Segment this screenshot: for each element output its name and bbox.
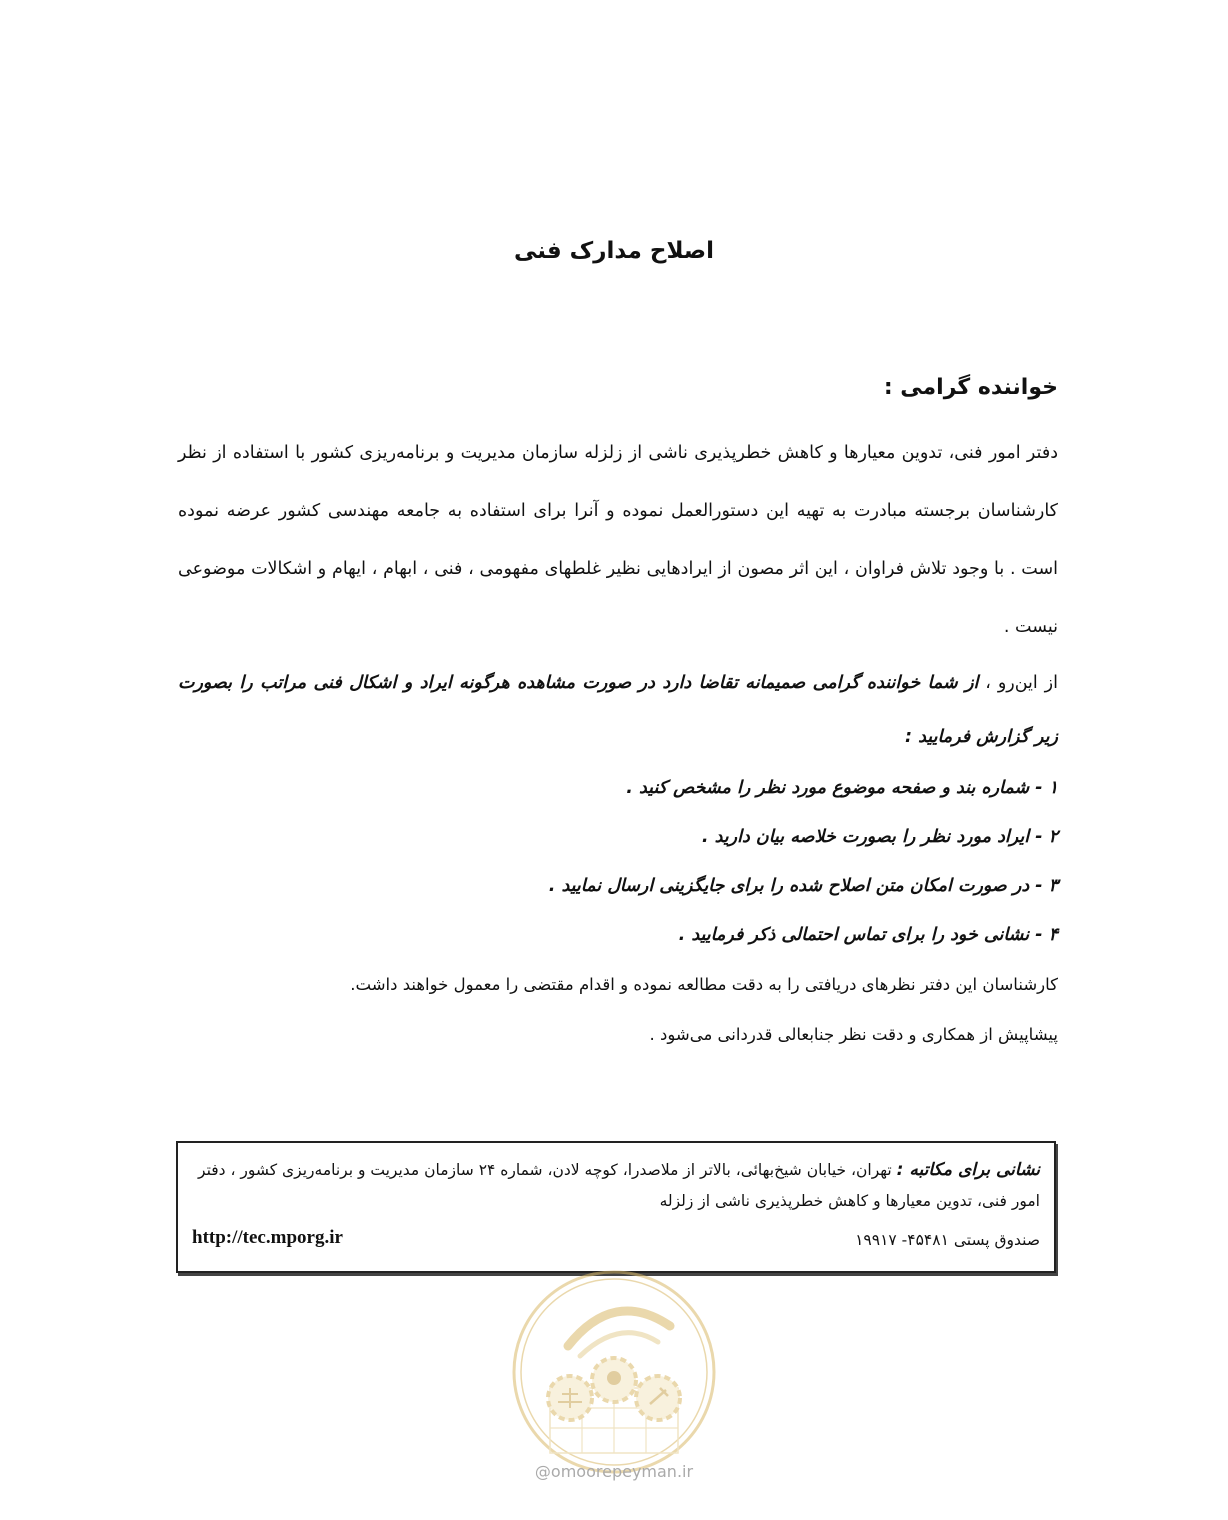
address-body: تهران، خیابان شیخ‌بهائی، بالاتر از ملاصدرا، کوچه لادن، شماره ۲۴ سازمان مدیریت و برنامه‌ریزی کشور ، دفتر امور فنی، تدوین معیارها و کاهش خطرپذیری ناشی از زلزله (198, 1161, 1040, 1210)
request-emphasis: از شما خواننده گرامی صمیمانه تقاضا دارد در صورت مشاهده هرگونه ایراد و اشکال فنی مراتب را بصورت زیر گزارش فرمایید : (178, 673, 1058, 747)
page-title: اصلاح مدارک فنی (513, 238, 715, 264)
list-item: ۳ - در صورت امکان متن اصلاح شده را برای جایگزینی ارسال نمایید . (548, 876, 1058, 896)
list-item: ۴ - نشانی خود را برای تماس احتمالی ذکر فرمایید . (678, 925, 1058, 945)
address-label: نشانی برای مکاتبه : (896, 1160, 1040, 1180)
closing-text-2: پیشاپیش از همکاری و دقت نظر جنابعالی قدردانی می‌شود . (649, 1025, 1058, 1044)
seal-icon (514, 1272, 714, 1472)
instruction-list (178, 764, 1058, 960)
address-box (176, 1141, 1056, 1273)
request-paragraph (178, 656, 1058, 764)
list-item: ۲ - ایراد مورد نظر را بصورت خلاصه بیان دارید . (701, 827, 1058, 847)
closing-text-1: کارشناسان این دفتر نظرهای دریافتی را به دقت مطالعه نموده و اقدام مقتضی را معمول خواهند داشت. (350, 975, 1058, 994)
greeting-heading: خواننده گرامی : (883, 375, 1058, 400)
list-item: ۱ - شماره بند و صفحه موضوع مورد نظر را مشخص کنید . (626, 778, 1058, 798)
intro-paragraph: دفتر امور فنی، تدوین معیارها و کاهش خطرپذیری ناشی از زلزله سازمان مدیریت و برنامه‌ریزی کشور با استفاده از نظر کارشناسان برجسته مبادرت به تهیه این دستورالعمل نموده و آنرا برای استفاده به جامعه مهندسی کشور عرضه نموده است . با وجود تلاش فراوان ، این اثر مصون از ایرادهایی نظیر غلطهای مفهومی ، فنی ، ابهام ، ایهام و اشکالات موضوعی نیست . (178, 443, 1058, 637)
watermark-site-text: @omoorepeyman.ir (534, 1462, 694, 1481)
website-link[interactable]: http://tec.mporg.ir (192, 1227, 343, 1248)
request-lead: از این‌رو ، (978, 673, 1058, 693)
main-content (178, 368, 1058, 1060)
watermark-seal (510, 1268, 718, 1476)
po-box: صندوق پستی ۴۵۴۸۱- ۱۹۹۱۷ (855, 1231, 1040, 1249)
address-text (188, 1155, 1040, 1217)
